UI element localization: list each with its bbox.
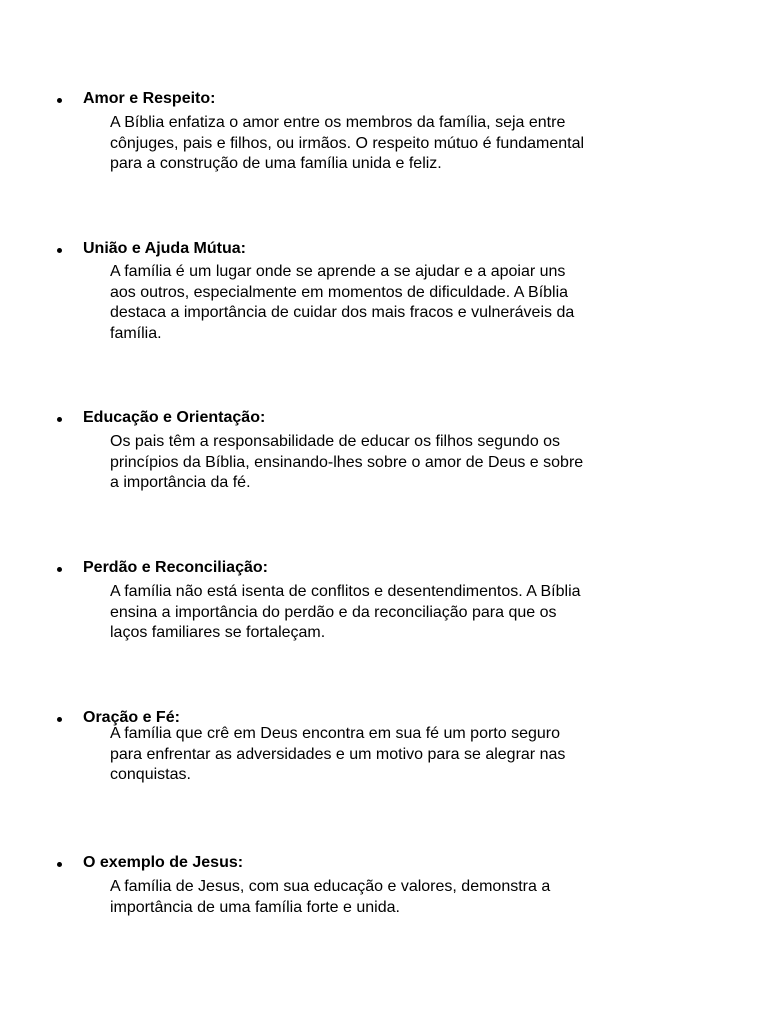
bullet-icon	[57, 862, 62, 867]
section-heading: O exemplo de Jesus:	[83, 854, 244, 871]
section-body: A família de Jesus, com sua educação e valores, demonstra a importância de uma família forte e unida.	[110, 878, 551, 916]
section-body: A família que crê em Deus encontra em sua fé um porto seguro para enfrentar as adversidades e um motivo para se alegrar nas conquistas.	[110, 725, 566, 783]
bullet-icon	[57, 248, 62, 253]
section-body: A família não está isenta de conflitos e desentendimentos. A Bíblia ensina a importância do perdão e da reconciliação para que os laços familiares se fortaleçam.	[110, 583, 581, 641]
section-heading: Perdão e Reconciliação:	[83, 559, 268, 576]
bullet-icon	[57, 98, 62, 103]
section-heading: Amor e Respeito:	[83, 90, 216, 107]
section-body: A família é um lugar onde se aprende a se ajudar e a apoiar uns aos outros, especialmente em momentos de dificuldade. A Bíblia destaca a importância de cuidar dos mais fracos e vulneráveis da família.	[110, 263, 575, 342]
section-heading: Oração e Fé:	[83, 709, 180, 726]
bullet-icon	[57, 717, 62, 722]
bullet-icon	[57, 567, 62, 572]
bullet-icon	[57, 417, 62, 422]
section-body: A Bíblia enfatiza o amor entre os membros da família, seja entre cônjuges, pais e filhos, ou irmãos. O respeito mútuo é fundamental para a construção de uma família unida e feliz.	[110, 114, 585, 172]
section-body: Os pais têm a responsabilidade de educar os filhos segundo os princípios da Bíblia, ensinando-lhes sobre o amor de Deus e sobre a importância da fé.	[110, 433, 584, 491]
section-heading: União e Ajuda Mútua:	[83, 240, 246, 257]
section-heading: Educação e Orientação:	[83, 409, 266, 426]
